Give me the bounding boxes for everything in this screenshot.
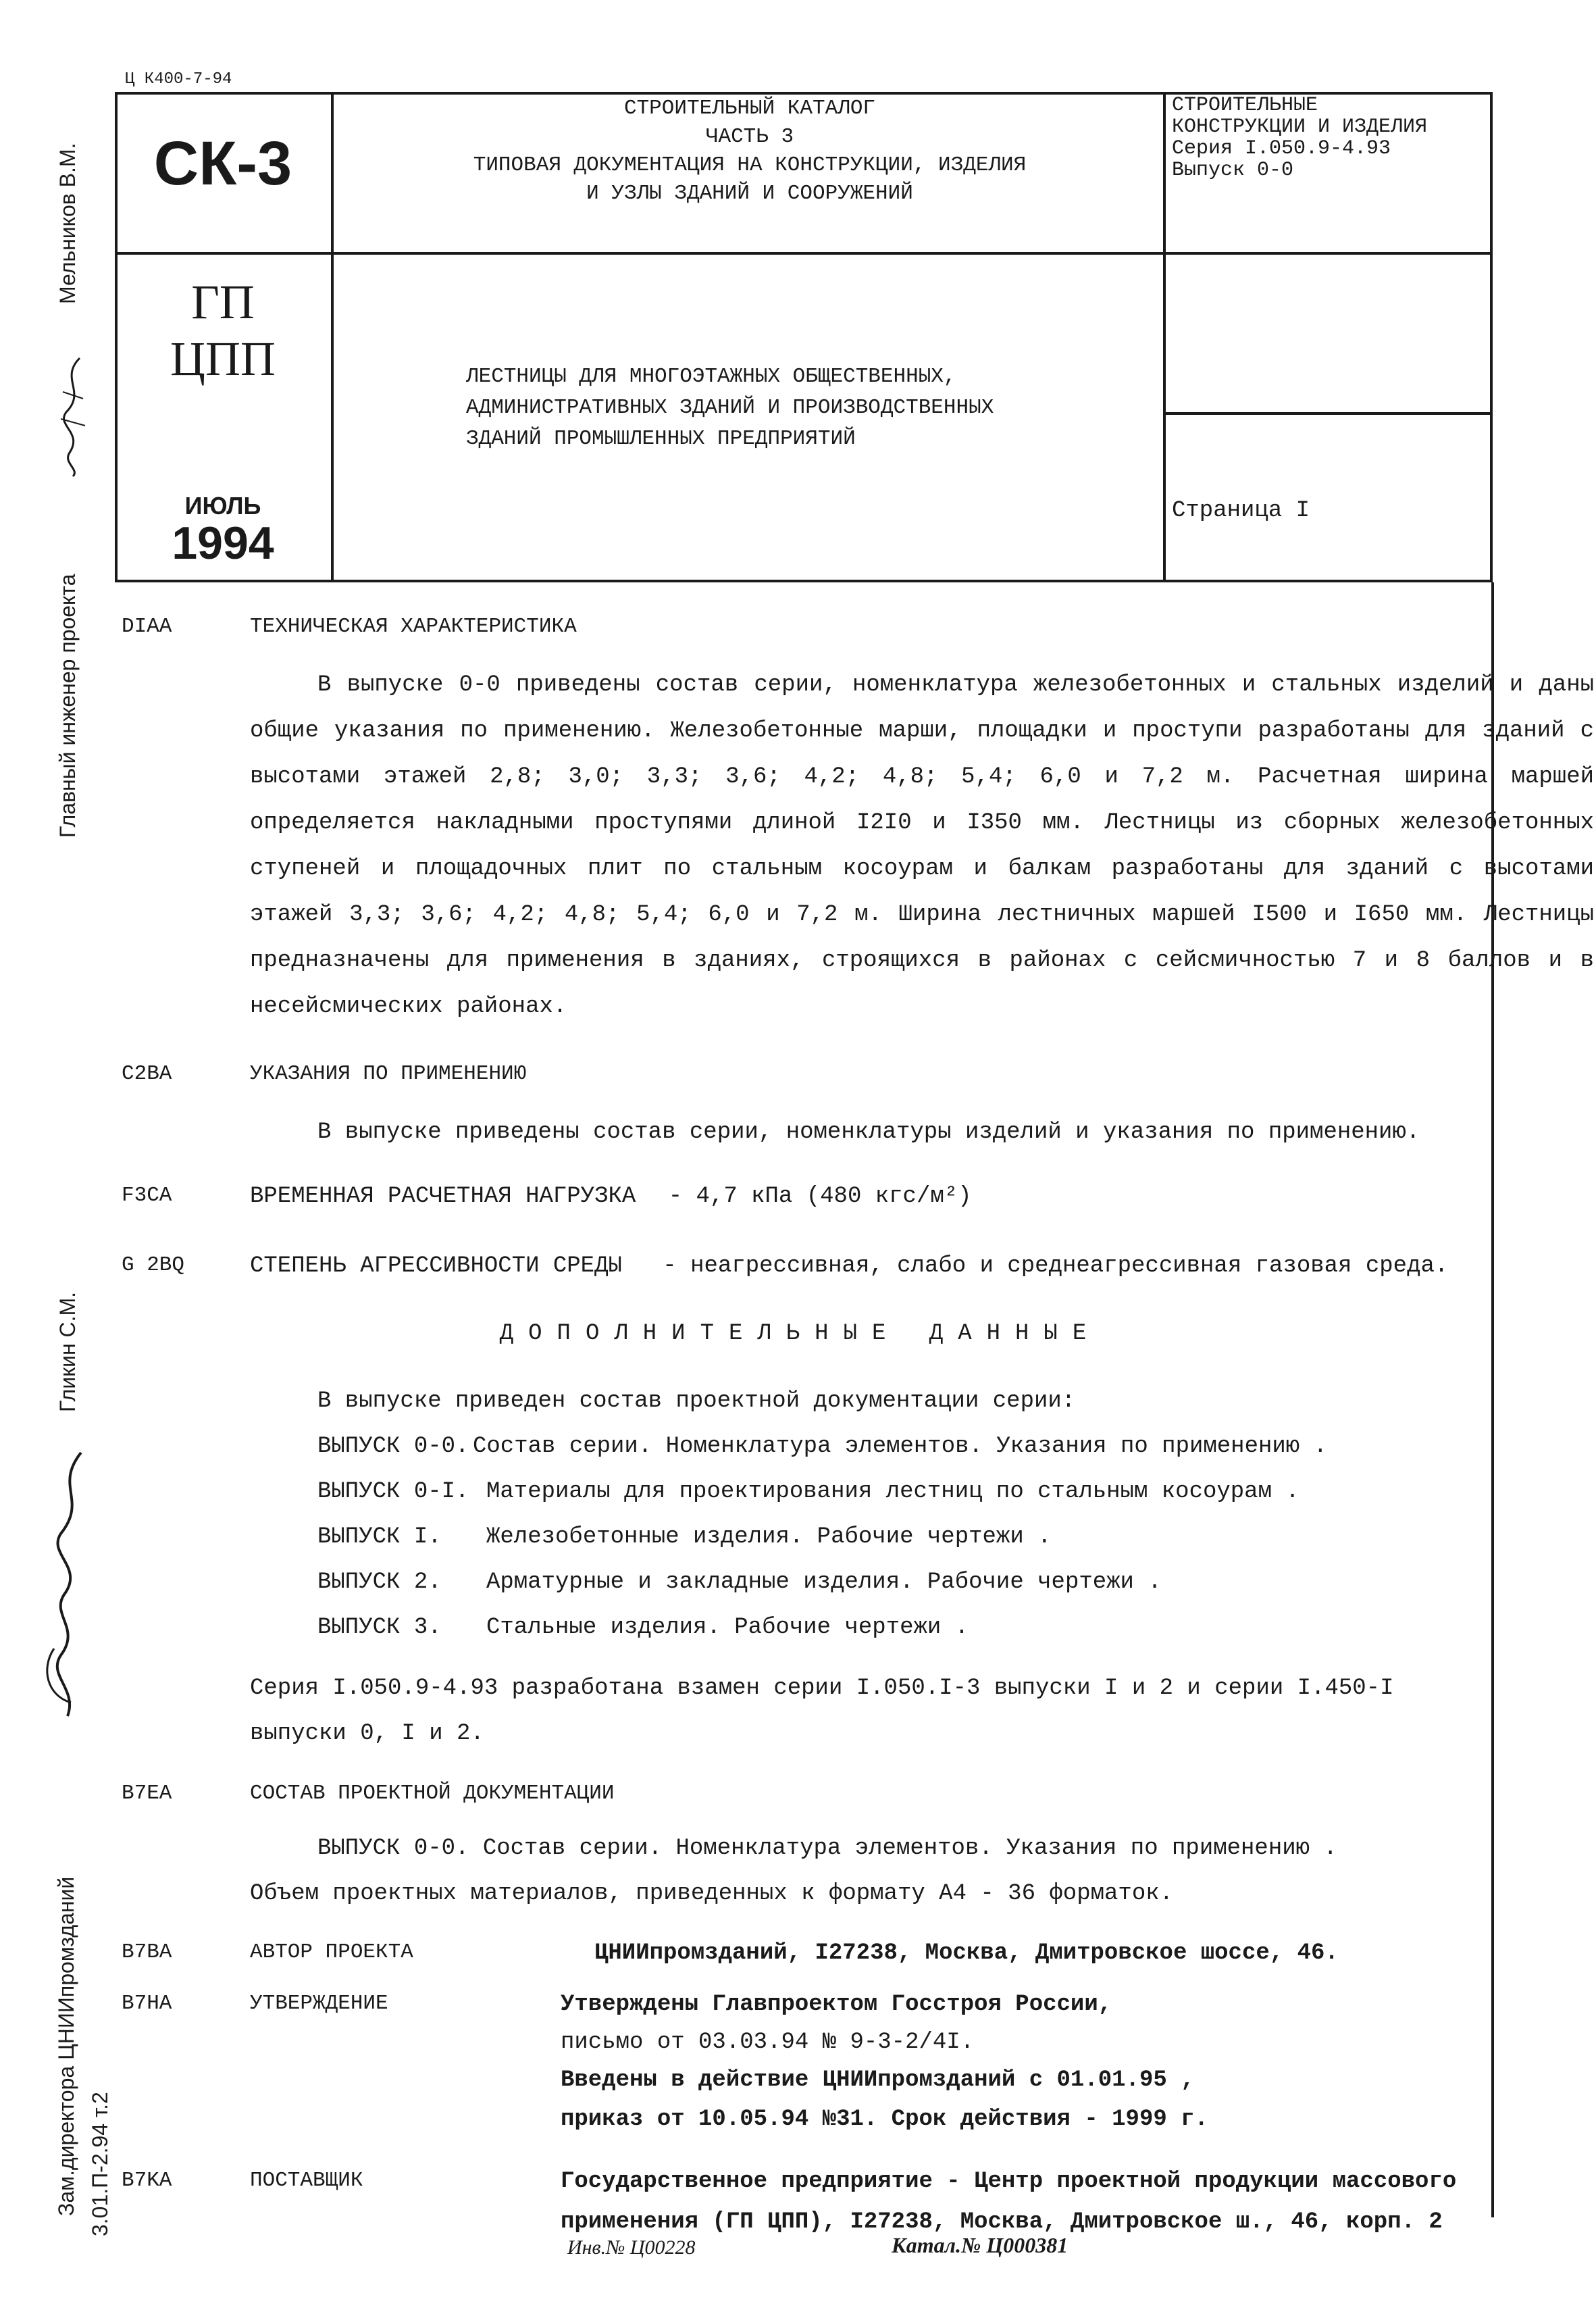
series-title [466, 361, 1168, 455]
section-code: F3CA [122, 1184, 172, 1207]
load-line [250, 1184, 972, 1209]
issue-title: Состав серии. Номенклатура элементов. Указания по применению . [473, 1434, 1328, 1459]
section-text-usage: В выпуске приведены состав серии, номенклатуры изделий и указания по применению. [317, 1120, 1420, 1145]
section-code: C2BA [122, 1062, 172, 1086]
issue-number: ВЫПУСК 2. [317, 1569, 442, 1595]
approval-line: Введены в действие ЦНИИпромзданий с 01.01.95 , [561, 2067, 1195, 2093]
issue-item [317, 1615, 969, 1640]
approval-line: Утверждены Главпроектом Госстроя России, [561, 1992, 1112, 2017]
section-code: B7EA [122, 1782, 172, 1805]
series-info-line: СТРОИТЕЛЬНЫЕ [1172, 94, 1318, 117]
issue-item [317, 1569, 1162, 1595]
issue-number: ВЫПУСК I. [317, 1524, 442, 1550]
margin-name-melnikov: Мельников В.М. [55, 143, 80, 304]
approval-line: приказ от 10.05.94 №31. Срок действия - 1999 г. [561, 2107, 1208, 2132]
author-value: ЦНИИпромзданий, I27238, Москва, Дмитровское шоссе, 46. [594, 1940, 1339, 1966]
section-heading: УТВЕРЖДЕНИЕ [250, 1992, 388, 2015]
issue-item [317, 1524, 1052, 1550]
signature-melnikov [53, 351, 93, 480]
replacement-line: выпуски 0, I и 2. [250, 1721, 484, 1746]
section-code: DIAA [122, 615, 172, 638]
section-heading: ПОСТАВЩИК [250, 2169, 363, 2192]
issue-number: ВЫПУСК 3. [317, 1615, 442, 1640]
organization-line1: ГП [191, 275, 255, 329]
series-title-line: ЛЕСТНИЦЫ ДЛЯ МНОГОЭТАЖНЫХ ОБЩЕСТВЕННЫХ, [466, 365, 956, 388]
additional-data-title: ДОПОЛНИТЕЛЬНЫЕ ДАННЫЕ [499, 1321, 1102, 1347]
issue-number: ВЫПУСК 0-I. [317, 1479, 469, 1505]
issue-year: 1994 [172, 518, 274, 569]
documentation-line: ВЫПУСК 0-0. Состав серии. Номенклатура элементов. Указания по применению . [317, 1836, 1337, 1861]
supplier-line: применения (ГП ЦПП), I27238, Москва, Дмитровское ш., 46, корп. 2 [561, 2209, 1443, 2235]
organization [115, 274, 331, 387]
series-title-line: АДМИНИСТРАТИВНЫХ ЗДАНИЙ И ПРОИЗВОДСТВЕННЫХ [466, 396, 994, 420]
issue-item [317, 1479, 1299, 1505]
section-heading: ТЕХНИЧЕСКАЯ ХАРАКТЕРИСТИКА [250, 615, 577, 638]
section-heading: СТЕПЕНЬ АГРЕССИВНОСТИ СРЕДЫ [250, 1253, 622, 1279]
section-code: B7HA [122, 1992, 172, 2015]
section-code: B7BA [122, 1940, 172, 1964]
page-number: Страница I [1172, 498, 1310, 524]
additional-intro: В выпуске приведен состав проектной документации серии: [317, 1388, 1076, 1414]
series-info-line: КОНСТРУКЦИИ И ИЗДЕЛИЯ [1172, 116, 1428, 139]
approval-line: письмо от 03.03.94 № 9-3-2/4I. [561, 2030, 975, 2055]
load-value: - 4,7 кПа (480 кгс/м²) [668, 1184, 972, 1209]
catalog-title [338, 95, 1162, 208]
issue-title: Материалы для проектирования лестниц по стальным косоурам . [486, 1479, 1299, 1505]
series-info-line: Серия I.050.9-4.93 [1172, 137, 1391, 160]
signature-glikin [41, 1446, 101, 1730]
section-code: G 2BQ [122, 1253, 185, 1277]
replacement-line: Серия I.050.9-4.93 разработана взамен серии I.050.I-3 выпуски I и 2 и серии I.450-I [250, 1676, 1394, 1701]
issue-month: ИЮЛЬ [184, 492, 261, 520]
issue-title: Арматурные и закладные изделия. Рабочие чертежи . [486, 1569, 1162, 1595]
catalog-line: И УЗЛЫ ЗДАНИЙ И СООРУЖЕНИЙ [586, 182, 913, 205]
catalog-line: ЧАСТЬ 3 [705, 125, 794, 149]
section-heading: ВРЕМЕННАЯ РАСЧЕТНАЯ НАГРУЗКА [250, 1184, 636, 1209]
aggressiveness-line [250, 1253, 1448, 1279]
issue-number: ВЫПУСК 0-0. [317, 1434, 469, 1459]
inventory-number: Инв.№ Ц00228 [567, 2236, 696, 2259]
margin-role-deputy-director: Зам.директора ЦНИИпромзданий [54, 1876, 78, 2216]
aggressiveness-value: - неагрессивная, слабо и среднеагрессивная газовая среда. [663, 1253, 1449, 1279]
catalog-line: ТИПОВАЯ ДОКУМЕНТАЦИЯ НА КОНСТРУКЦИИ, ИЗДЕЛИЯ [473, 153, 1027, 177]
series-info [1172, 95, 1489, 181]
section-heading: АВТОР ПРОЕКТА [250, 1940, 413, 1964]
issue-title: Стальные изделия. Рабочие чертежи . [486, 1615, 969, 1640]
catalog-line: СТРОИТЕЛЬНЫЙ КАТАЛОГ [623, 97, 876, 120]
organization-line2: ЦПП [170, 332, 276, 386]
section-heading: СОСТАВ ПРОЕКТНОЙ ДОКУМЕНТАЦИИ [250, 1782, 615, 1805]
issue-item [317, 1434, 1327, 1459]
document-code: Ц К400-7-94 [125, 70, 232, 89]
margin-name-glikin: Гликин С.М. [55, 1291, 80, 1412]
catalog-code: СК-3 [153, 129, 292, 198]
series-title-line: ЗДАНИЙ ПРОМЫШЛЕННЫХ ПРЕДПРИЯТИЙ [466, 427, 856, 451]
section-code: B7KA [122, 2169, 172, 2192]
series-info-line: Выпуск 0-0 [1172, 159, 1294, 182]
margin-stamp: 3.01.П-2.94 т.2 [88, 2092, 112, 2236]
section-heading: УКАЗАНИЯ ПО ПРИМЕНЕНИЮ [250, 1062, 527, 1086]
issue-title: Железобетонные изделия. Рабочие чертежи . [486, 1524, 1052, 1550]
supplier-line: Государственное предприятие - Центр проектной продукции массового [561, 2169, 1457, 2194]
catalog-number: Катал.№ Ц000381 [892, 2233, 1069, 2257]
documentation-line: Объем проектных материалов, приведенных к формату А4 - 36 форматок. [250, 1881, 1174, 1907]
margin-role-chief-engineer: Главный инженер проекта [55, 574, 80, 838]
section-text-technical: В выпуске 0-0 приведены состав серии, номенклатура железобетонных и стальных изделий и даны общие указания по применению. Железобетонные марши, площадки и проступи разработаны для зданий с высотами этажей 2,8; 3,0; 3,3; 3,6; 4,2; 4,8; 5,4; 6,0 и 7,2 м. Расчетная ширина маршей определяется накладными проступями длиной I2I0 и I350 мм. Лестницы из сборных железобетонных ступеней и площадочных плит по стальным косоурам и балкам разработаны для зданий с высотами этажей 3,3; 3,6; 4,2; 4,8; 5,4; 6,0 и 7,2 м. Ширина лестничных маршей I500 и I650 мм. Лестницы предназначены для применения в зданиях, строящихся в районах с сейсмичностью 7 и 8 баллов и в несейсмических районах. [250, 672, 1594, 1020]
